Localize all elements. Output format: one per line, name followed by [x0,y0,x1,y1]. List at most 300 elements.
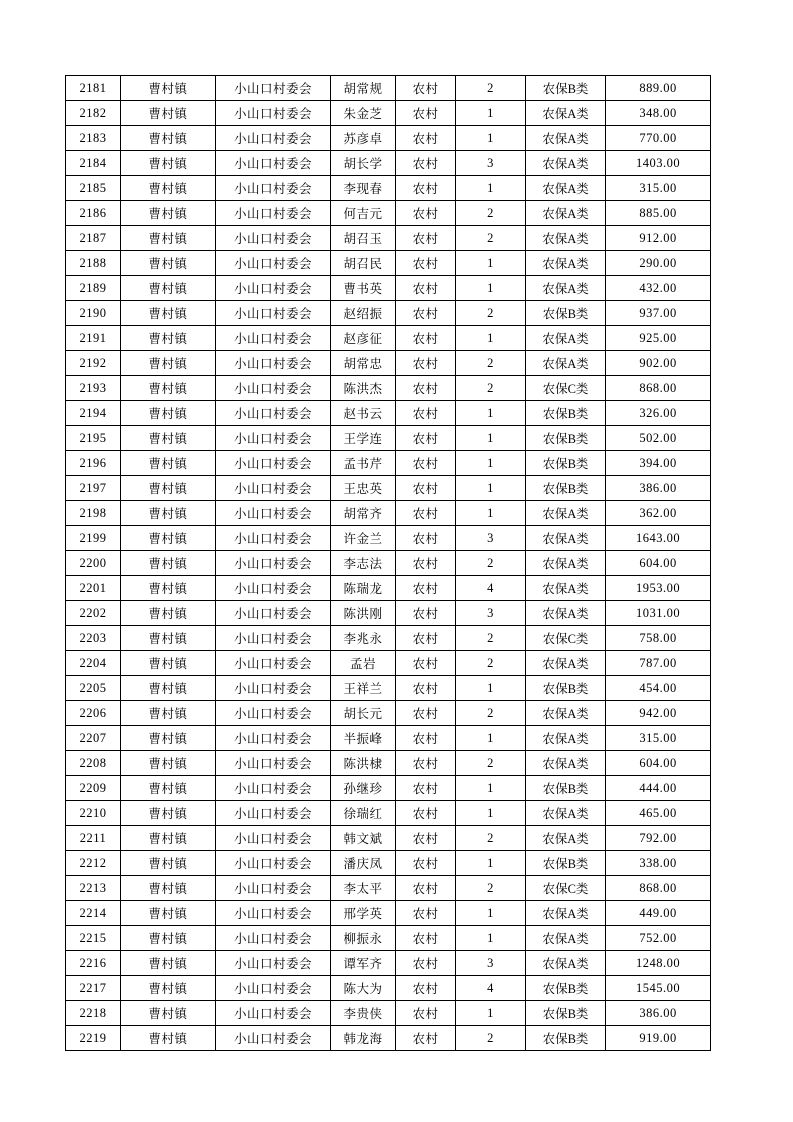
table-cell: 农村 [396,251,456,276]
table-cell: 2207 [66,726,121,751]
table-cell: 3 [456,151,526,176]
table-cell: 小山口村委会 [216,1026,331,1051]
table-cell: 农村 [396,101,456,126]
table-row [66,226,711,251]
table-cell: 赵绍振 [331,301,396,326]
table-cell: 小山口村委会 [216,451,331,476]
table-cell: 农村 [396,426,456,451]
table-cell: 胡常规 [331,76,396,101]
table-row [66,576,711,601]
table-cell: 陈洪棣 [331,751,396,776]
table-cell: 农村 [396,201,456,226]
table-cell: 农村 [396,76,456,101]
table-cell: 李太平 [331,876,396,901]
table-cell: 2203 [66,626,121,651]
table-cell: 362.00 [606,501,711,526]
table-cell: 胡召玉 [331,226,396,251]
table-cell: 889.00 [606,76,711,101]
table-cell: 1 [456,926,526,951]
table-cell: 农村 [396,126,456,151]
table-cell: 2185 [66,176,121,201]
table-cell: 2211 [66,826,121,851]
table-cell: 谭军齐 [331,951,396,976]
table-cell: 农保B类 [526,451,606,476]
table-cell: 陈洪杰 [331,376,396,401]
table-row [66,151,711,176]
table-row [66,1026,711,1051]
table-cell: 农保A类 [526,226,606,251]
table-row [66,651,711,676]
table-cell: 曹村镇 [121,626,216,651]
table-cell: 曹村镇 [121,926,216,951]
table-row [66,601,711,626]
table-row [66,301,711,326]
table-cell: 农保A类 [526,276,606,301]
table-cell: 农保A类 [526,526,606,551]
table-cell: 小山口村委会 [216,751,331,776]
table-cell: 小山口村委会 [216,351,331,376]
table-cell: 1248.00 [606,951,711,976]
table-cell: 2 [456,551,526,576]
table-cell: 农村 [396,326,456,351]
table-cell: 曹村镇 [121,201,216,226]
table-cell: 李志法 [331,551,396,576]
table-cell: 曹村镇 [121,701,216,726]
table-cell: 604.00 [606,751,711,776]
table-cell: 1 [456,501,526,526]
table-cell: 1031.00 [606,601,711,626]
table-cell: 王学连 [331,426,396,451]
table-cell: 曹村镇 [121,226,216,251]
table-row [66,826,711,851]
table-cell: 农村 [396,876,456,901]
table-cell: 2215 [66,926,121,951]
table-cell: 小山口村委会 [216,301,331,326]
table-cell: 胡常齐 [331,501,396,526]
table-row [66,626,711,651]
table-cell: 农保B类 [526,1026,606,1051]
table-row [66,476,711,501]
table-cell: 农保B类 [526,301,606,326]
table-row [66,776,711,801]
table-cell: 邢学英 [331,901,396,926]
table-cell: 曹村镇 [121,251,216,276]
table-cell: 1 [456,726,526,751]
table-row [66,451,711,476]
table-cell: 韩文斌 [331,826,396,851]
table-cell: 小山口村委会 [216,676,331,701]
table-cell: 农保A类 [526,826,606,851]
table-cell: 2188 [66,251,121,276]
table-cell: 小山口村委会 [216,701,331,726]
table-cell: 小山口村委会 [216,201,331,226]
table-cell: 曹村镇 [121,151,216,176]
table-cell: 农保B类 [526,676,606,701]
table-cell: 752.00 [606,926,711,951]
table-cell: 1 [456,101,526,126]
table-cell: 2202 [66,601,121,626]
table-cell: 1 [456,176,526,201]
table-cell: 曹村镇 [121,1001,216,1026]
table-cell: 农保A类 [526,126,606,151]
table-cell: 许金兰 [331,526,396,551]
table-cell: 315.00 [606,176,711,201]
table-cell: 农保A类 [526,801,606,826]
table-cell: 曹村镇 [121,826,216,851]
table-cell: 1953.00 [606,576,711,601]
table-cell: 小山口村委会 [216,801,331,826]
table-cell: 陈洪刚 [331,601,396,626]
table-cell: 2217 [66,976,121,1001]
table-cell: 2 [456,876,526,901]
table-cell: 2199 [66,526,121,551]
table-row [66,851,711,876]
table-cell: 曹村镇 [121,901,216,926]
table-cell: 农保A类 [526,251,606,276]
table-row [66,751,711,776]
table-row [66,276,711,301]
table-cell: 2192 [66,351,121,376]
table-cell: 2195 [66,426,121,451]
table-cell: 农保A类 [526,501,606,526]
table-cell: 1 [456,676,526,701]
table-cell: 2205 [66,676,121,701]
table-cell: 农保A类 [526,951,606,976]
table-cell: 2218 [66,1001,121,1026]
table-cell: 曹村镇 [121,176,216,201]
table-cell: 农保A类 [526,701,606,726]
table-cell: 2216 [66,951,121,976]
table-cell: 2183 [66,126,121,151]
table-cell: 2 [456,1026,526,1051]
table-cell: 农村 [396,401,456,426]
table-cell: 2 [456,301,526,326]
table-cell: 4 [456,576,526,601]
table-cell: 2196 [66,451,121,476]
table-cell: 小山口村委会 [216,276,331,301]
table-cell: 农保A类 [526,201,606,226]
table-cell: 2197 [66,476,121,501]
table-cell: 农村 [396,826,456,851]
table-cell: 小山口村委会 [216,951,331,976]
table-row [66,701,711,726]
table-row [66,176,711,201]
table-cell: 农村 [396,1026,456,1051]
table-cell: 290.00 [606,251,711,276]
table-cell: 农保C类 [526,876,606,901]
table-cell: 2214 [66,901,121,926]
table-cell: 2181 [66,76,121,101]
table-cell: 465.00 [606,801,711,826]
table-cell: 曹村镇 [121,876,216,901]
table-cell: 曹村镇 [121,751,216,776]
table-cell: 胡长元 [331,701,396,726]
table-cell: 1 [456,801,526,826]
table-cell: 326.00 [606,401,711,426]
table-cell: 小山口村委会 [216,926,331,951]
table-cell: 小山口村委会 [216,876,331,901]
table-cell: 2182 [66,101,121,126]
table-cell: 3 [456,951,526,976]
table-cell: 农保B类 [526,426,606,451]
table-cell: 338.00 [606,851,711,876]
table-cell: 农保A类 [526,601,606,626]
table-cell: 韩龙海 [331,1026,396,1051]
table-cell: 农保B类 [526,976,606,1001]
table-cell: 曹村镇 [121,726,216,751]
table-cell: 曹村镇 [121,976,216,1001]
table-cell: 770.00 [606,126,711,151]
table-cell: 小山口村委会 [216,326,331,351]
table-row [66,801,711,826]
table-cell: 小山口村委会 [216,626,331,651]
table-cell: 502.00 [606,426,711,451]
table-row [66,351,711,376]
table-cell: 王忠英 [331,476,396,501]
table-cell: 2 [456,376,526,401]
table-cell: 孟岩 [331,651,396,676]
table-cell: 潘庆凤 [331,851,396,876]
table-row [66,126,711,151]
table-cell: 1 [456,401,526,426]
table-cell: 小山口村委会 [216,226,331,251]
table-row [66,201,711,226]
table-cell: 2187 [66,226,121,251]
table-cell: 1 [456,476,526,501]
table-cell: 曹村镇 [121,526,216,551]
table-cell: 农村 [396,976,456,1001]
table-cell: 李贵侠 [331,1001,396,1026]
table-row [66,926,711,951]
table-cell: 2184 [66,151,121,176]
table-cell: 3 [456,601,526,626]
table-row [66,901,711,926]
table-cell: 小山口村委会 [216,851,331,876]
table-cell: 农村 [396,501,456,526]
table-cell: 陈瑞龙 [331,576,396,601]
table-cell: 919.00 [606,1026,711,1051]
table-cell: 农村 [396,551,456,576]
table-cell: 农村 [396,776,456,801]
table-cell: 曹村镇 [121,951,216,976]
table-cell: 农保A类 [526,351,606,376]
table-cell: 农村 [396,301,456,326]
table-cell: 农保B类 [526,851,606,876]
table-cell: 孙继珍 [331,776,396,801]
table-cell: 792.00 [606,826,711,851]
table-cell: 农保C类 [526,376,606,401]
table-cell: 2 [456,76,526,101]
table-cell: 2212 [66,851,121,876]
table-cell: 2206 [66,701,121,726]
table-cell: 农村 [396,151,456,176]
table-cell: 农村 [396,951,456,976]
table-cell: 农村 [396,651,456,676]
table-cell: 449.00 [606,901,711,926]
table-cell: 何吉元 [331,201,396,226]
table-cell: 2210 [66,801,121,826]
table-cell: 农村 [396,726,456,751]
table-row [66,676,711,701]
table-cell: 曹村镇 [121,601,216,626]
table-cell: 曹书英 [331,276,396,301]
table-cell: 农村 [396,701,456,726]
table-cell: 912.00 [606,226,711,251]
table-cell: 348.00 [606,101,711,126]
table-cell: 2200 [66,551,121,576]
table-cell: 小山口村委会 [216,976,331,1001]
table-cell: 农保A类 [526,176,606,201]
table-cell: 315.00 [606,726,711,751]
table-cell: 李兆永 [331,626,396,651]
table-row [66,251,711,276]
table-cell: 394.00 [606,451,711,476]
table-cell: 半振峰 [331,726,396,751]
table-cell: 曹村镇 [121,476,216,501]
table-cell: 农保A类 [526,101,606,126]
table-cell: 农保A类 [526,326,606,351]
table-cell: 农保A类 [526,726,606,751]
table-cell: 农村 [396,226,456,251]
table-cell: 李现春 [331,176,396,201]
table-cell: 2 [456,826,526,851]
table-row [66,726,711,751]
table-cell: 604.00 [606,551,711,576]
table-cell: 小山口村委会 [216,476,331,501]
table-cell: 小山口村委会 [216,76,331,101]
table-cell: 1 [456,851,526,876]
table-cell: 曹村镇 [121,326,216,351]
table-cell: 小山口村委会 [216,901,331,926]
table-cell: 农村 [396,851,456,876]
table-cell: 曹村镇 [121,301,216,326]
table-cell: 小山口村委会 [216,576,331,601]
table-cell: 1 [456,326,526,351]
table-cell: 2213 [66,876,121,901]
table-row [66,526,711,551]
table-cell: 2186 [66,201,121,226]
table-cell: 曹村镇 [121,126,216,151]
table-cell: 1 [456,776,526,801]
table-cell: 2 [456,701,526,726]
table-cell: 农保A类 [526,751,606,776]
table-cell: 农村 [396,526,456,551]
table-cell: 农保B类 [526,776,606,801]
table-cell: 农保B类 [526,401,606,426]
table-row [66,76,711,101]
table-cell: 农村 [396,926,456,951]
table-cell: 农村 [396,276,456,301]
table-cell: 曹村镇 [121,776,216,801]
table-cell: 小山口村委会 [216,151,331,176]
table-cell: 小山口村委会 [216,126,331,151]
table-cell: 农保A类 [526,551,606,576]
table-cell: 农保A类 [526,151,606,176]
table-row [66,501,711,526]
table-cell: 1545.00 [606,976,711,1001]
table-cell: 小山口村委会 [216,401,331,426]
table-cell: 赵彦征 [331,326,396,351]
table-cell: 2 [456,351,526,376]
table-cell: 小山口村委会 [216,526,331,551]
table-cell: 徐瑞红 [331,801,396,826]
table-cell: 2208 [66,751,121,776]
table-cell: 2194 [66,401,121,426]
table-row [66,426,711,451]
table-cell: 胡常忠 [331,351,396,376]
table-row [66,1001,711,1026]
table-cell: 曹村镇 [121,401,216,426]
table-cell: 小山口村委会 [216,501,331,526]
table-cell: 王祥兰 [331,676,396,701]
table-cell: 农保B类 [526,76,606,101]
table-cell: 2 [456,626,526,651]
table-cell: 农保A类 [526,926,606,951]
table-cell: 925.00 [606,326,711,351]
table-cell: 苏彦卓 [331,126,396,151]
table-cell: 2190 [66,301,121,326]
table-cell: 454.00 [606,676,711,701]
table-cell: 曹村镇 [121,351,216,376]
table-cell: 小山口村委会 [216,551,331,576]
table-cell: 农村 [396,576,456,601]
table-cell: 赵书云 [331,401,396,426]
table-cell: 868.00 [606,876,711,901]
table-cell: 农保B类 [526,476,606,501]
table-cell: 陈大为 [331,976,396,1001]
table-cell: 柳振永 [331,926,396,951]
table-cell: 农村 [396,476,456,501]
table-cell: 2219 [66,1026,121,1051]
table-cell: 2 [456,226,526,251]
table-cell: 937.00 [606,301,711,326]
table-cell: 小山口村委会 [216,726,331,751]
table-cell: 曹村镇 [121,551,216,576]
table-cell: 农村 [396,376,456,401]
table-cell: 885.00 [606,201,711,226]
table-cell: 432.00 [606,276,711,301]
table-cell: 曹村镇 [121,676,216,701]
table-row [66,326,711,351]
table-cell: 农村 [396,676,456,701]
table-row [66,951,711,976]
table-cell: 386.00 [606,1001,711,1026]
table-cell: 444.00 [606,776,711,801]
table-cell: 曹村镇 [121,101,216,126]
table-cell: 758.00 [606,626,711,651]
table-cell: 1 [456,901,526,926]
table-body [66,76,711,1051]
table-row [66,376,711,401]
table-cell: 1 [456,426,526,451]
table-cell: 2189 [66,276,121,301]
table-cell: 朱金芝 [331,101,396,126]
table-cell: 2191 [66,326,121,351]
table-row [66,876,711,901]
table-cell: 2201 [66,576,121,601]
table-cell: 曹村镇 [121,851,216,876]
table-cell: 曹村镇 [121,576,216,601]
table-cell: 农保C类 [526,626,606,651]
table-cell: 农保A类 [526,901,606,926]
table-cell: 农保A类 [526,651,606,676]
table-cell: 曹村镇 [121,276,216,301]
table-cell: 农村 [396,801,456,826]
table-row [66,551,711,576]
table-cell: 1 [456,1001,526,1026]
table-cell: 1643.00 [606,526,711,551]
table-cell: 农村 [396,626,456,651]
